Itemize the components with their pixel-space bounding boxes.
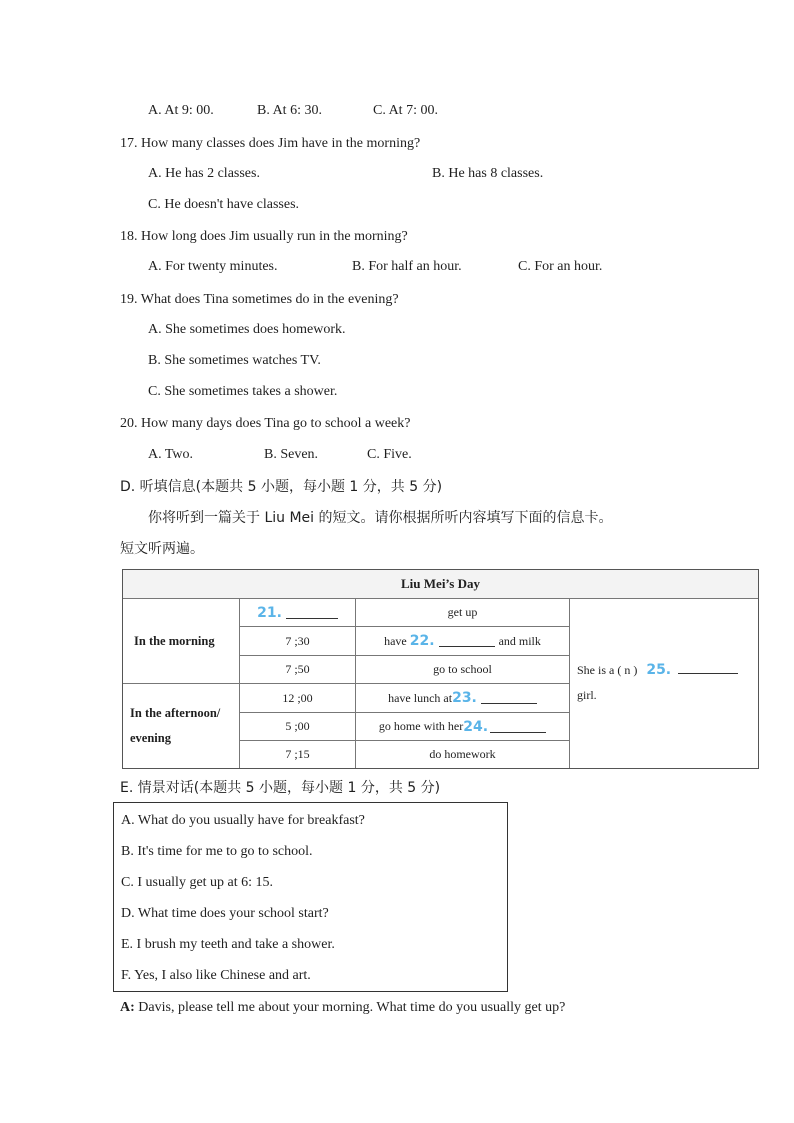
blank-number-22: 22. xyxy=(409,633,435,649)
q19-option-a: A. She sometimes does homework. xyxy=(148,322,346,337)
activity-text-post: and milk xyxy=(498,633,541,648)
dialogue-option-e: E. I brush my teeth and take a shower. xyxy=(121,937,335,952)
dialogue-option-c: C. I usually get up at 6: 15. xyxy=(121,875,274,890)
info-card-table xyxy=(122,569,759,769)
afternoon-label xyxy=(123,684,240,768)
section-d-instruction: 你将听到一篇关于 Liu Mei 的短文。请你根据所听内容填写下面的信息卡。 xyxy=(148,510,613,526)
dialogue-option-a: A. What do you usually have for breakfast? xyxy=(121,813,365,828)
activity-cell xyxy=(356,656,570,684)
answer-blank-25[interactable] xyxy=(678,662,738,674)
note-line xyxy=(577,662,738,678)
q18-option-a: A. For twenty minutes. xyxy=(148,259,278,274)
note-text: She is a ( n ) xyxy=(577,663,638,677)
q19-option-c: C. She sometimes takes a shower. xyxy=(148,384,338,399)
activity-cell-23 xyxy=(356,684,570,713)
answer-blank-24[interactable] xyxy=(490,721,546,733)
q20-question: 20. How many days does Tina go to school a week? xyxy=(120,416,411,431)
q17-question: 17. How many classes does Jim have in the morning? xyxy=(120,136,421,151)
q16-option-c: C. At 7: 00. xyxy=(373,103,438,118)
activity-cell xyxy=(356,599,570,627)
afternoon-label-line1: In the afternoon/ xyxy=(130,706,221,720)
q19-option-b: B. She sometimes watches TV. xyxy=(148,353,321,368)
dialogue-option-b: B. It's time for me to go to school. xyxy=(121,844,313,859)
time-cell xyxy=(240,684,356,713)
q20-option-b: B. Seven. xyxy=(264,447,319,462)
q17-option-c: C. He doesn't have classes. xyxy=(148,197,300,212)
dialogue-option-f: F. Yes, I also like Chinese and art. xyxy=(121,968,311,983)
section-e-heading: E. 情景对话(本题共 5 小题，每小题 1 分，共 5 分) xyxy=(120,780,441,796)
answer-blank-21[interactable] xyxy=(286,607,338,619)
q18-option-c: C. For an hour. xyxy=(518,259,603,274)
answer-blank-23[interactable] xyxy=(481,692,537,704)
q20-option-a: A. Two. xyxy=(148,447,194,462)
time-cell xyxy=(240,741,356,768)
time-cell xyxy=(240,713,356,741)
activity-cell-24 xyxy=(356,713,570,741)
note-cell xyxy=(570,599,758,768)
dialogue-speaker: A: xyxy=(120,1000,135,1015)
dialogue-options-box xyxy=(113,802,508,992)
table-title: Liu Mei’s Day xyxy=(123,570,758,599)
q18-option-b: B. For half an hour. xyxy=(352,259,462,274)
q16-option-a: A. At 9: 00. xyxy=(148,103,214,118)
note-text-post: girl. xyxy=(577,688,597,702)
blank-number-25: 25. xyxy=(646,662,672,678)
time-text: 5 ;00 xyxy=(285,719,310,733)
activity-text: do homework xyxy=(429,747,496,761)
activity-text: have lunch at xyxy=(388,690,453,705)
answer-blank-22[interactable] xyxy=(439,635,495,647)
activity-text: go home with her xyxy=(378,719,464,733)
q18-question: 18. How long does Jim usually run in the morning? xyxy=(120,229,408,244)
activity-text: get up xyxy=(447,605,478,619)
time-text: 12 ;00 xyxy=(282,690,313,705)
time-text: 7 ;50 xyxy=(285,662,310,676)
afternoon-label-line2: evening xyxy=(130,731,171,745)
time-text: 7 ;15 xyxy=(285,747,310,761)
q16-option-b: B. At 6: 30. xyxy=(257,103,322,118)
q17-option-b: B. He has 8 classes. xyxy=(432,166,544,181)
time-cell-21 xyxy=(240,599,356,627)
activity-text: have xyxy=(384,633,407,648)
dialogue-line-1 xyxy=(120,999,565,1017)
q20-option-c: C. Five. xyxy=(367,447,412,462)
activity-text: go to school xyxy=(433,662,492,676)
activity-cell-22 xyxy=(356,627,570,656)
q19-question: 19. What does Tina sometimes do in the evening? xyxy=(120,292,399,307)
blank-number-24: 24. xyxy=(463,718,489,735)
time-cell xyxy=(240,656,356,684)
activity-cell xyxy=(356,741,570,768)
morning-label: In the morning xyxy=(123,599,240,684)
time-cell xyxy=(240,627,356,656)
section-d-instruction-cont: 短文听两遍。 xyxy=(120,541,204,557)
dialogue-option-d: D. What time does your school start? xyxy=(121,906,329,921)
section-d-heading: D. 听填信息(本题共 5 小题，每小题 1 分，共 5 分) xyxy=(120,479,443,495)
blank-number-23: 23. xyxy=(452,690,477,706)
time-text: 7 ;30 xyxy=(285,633,310,648)
q17-option-a: A. He has 2 classes. xyxy=(148,166,260,181)
blank-number-21: 21. xyxy=(257,604,282,621)
dialogue-text: Davis, please tell me about your morning. What time do you usually get up? xyxy=(134,1000,566,1015)
